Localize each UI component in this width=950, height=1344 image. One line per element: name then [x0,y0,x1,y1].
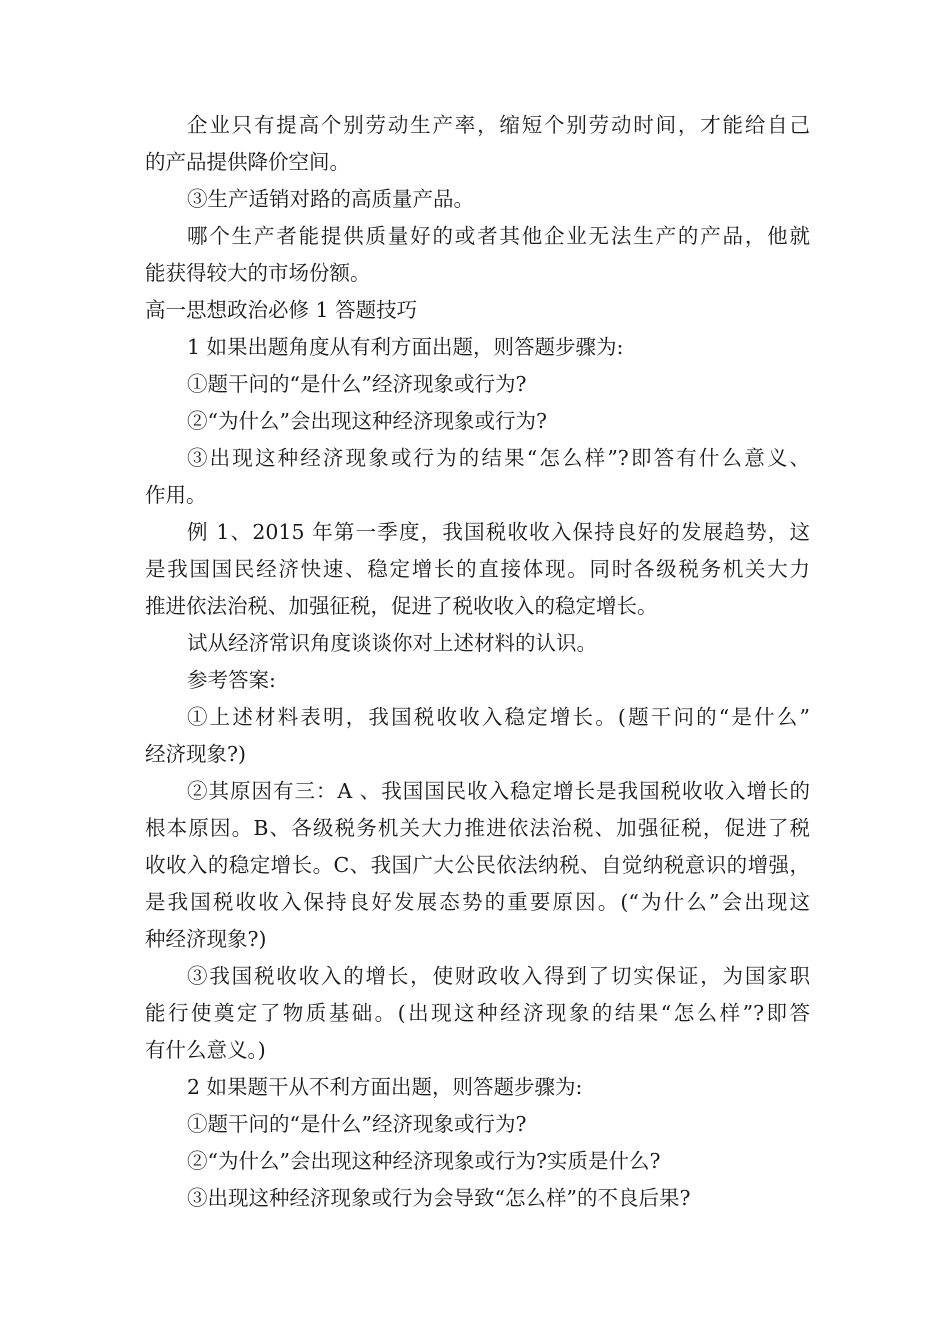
paragraph-line: 经济现象?) [145,742,246,766]
paragraph-line: 试从经济常识角度谈谈你对上述材料的认识。 [187,631,597,655]
paragraph-line: ②“为什么”会出现这种经济现象或行为?实质是什么? [187,1149,661,1173]
paragraph-line: 根本原因。B、各级税务机关大力推进依法治税、加强征税，促进了税 [145,816,810,840]
paragraph-line: 的产品提供降价空间。 [145,150,350,174]
paragraph-line: 能行使奠定了物质基础。(出现这种经济现象的结果“怎么样”?即答 [145,1001,810,1025]
paragraph-line: 收收入的稳定增长。C、我国广大公民依法纳税、自觉纳税意识的增强， [145,853,810,877]
paragraph-line: ①题干问的“是什么”经济现象或行为? [187,1112,527,1136]
paragraph-line: 是我国税收收入保持良好发展态势的重要原因。(“为什么”会出现这 [145,890,810,914]
paragraph-line: ②“为什么”会出现这种经济现象或行为? [187,409,547,433]
paragraph-line: 1 如果出题角度从有利方面出题，则答题步骤为: [187,335,624,359]
paragraph-line: 种经济现象?) [145,927,267,951]
paragraph-line: ②其原因有三：A 、我国国民收入稳定增长是我国税收收入增长的 [187,779,810,803]
paragraph-line: ③出现这种经济现象或行为会导致“怎么样”的不良后果? [187,1186,691,1210]
paragraph-line: 是我国国民经济快速、稳定增长的直接体现。同时各级税务机关大力 [145,557,810,581]
paragraph-line: 推进依法治税、加强征税，促进了税收收入的稳定增长。 [145,594,658,618]
document-body [145,107,810,1217]
paragraph-line: 2 如果题干从不利方面出题，则答题步骤为: [187,1075,583,1099]
paragraph-line: 例 1、2015 年第一季度，我国税收收入保持良好的发展趋势，这 [187,520,810,544]
paragraph-line: ③出现这种经济现象或行为的结果“怎么样”?即答有什么意义、 [187,446,810,470]
paragraph-line: ③我国税收收入的增长，使财政收入得到了切实保证，为国家职 [187,964,810,988]
paragraph-line: ①题干问的“是什么”经济现象或行为? [187,372,527,396]
paragraph-line: 参考答案: [187,668,276,692]
section-heading: 高一思想政治必修 1 答题技巧 [145,298,418,322]
paragraph-line: 能获得较大的市场份额。 [145,261,371,285]
paragraph-line: 有什么意义。) [145,1038,266,1062]
paragraph-line: 作用。 [145,483,207,507]
paragraph-line: ①上述材料表明，我国税收收入稳定增长。(题干问的“是什么” [187,705,810,729]
paragraph-line: 企业只有提高个别劳动生产率，缩短个别劳动时间，才能给自己 [187,113,810,137]
paragraph-line: 哪个生产者能提供质量好的或者其他企业无法生产的产品，他就 [187,224,810,248]
paragraph-line: ③生产适销对路的高质量产品。 [187,187,474,211]
